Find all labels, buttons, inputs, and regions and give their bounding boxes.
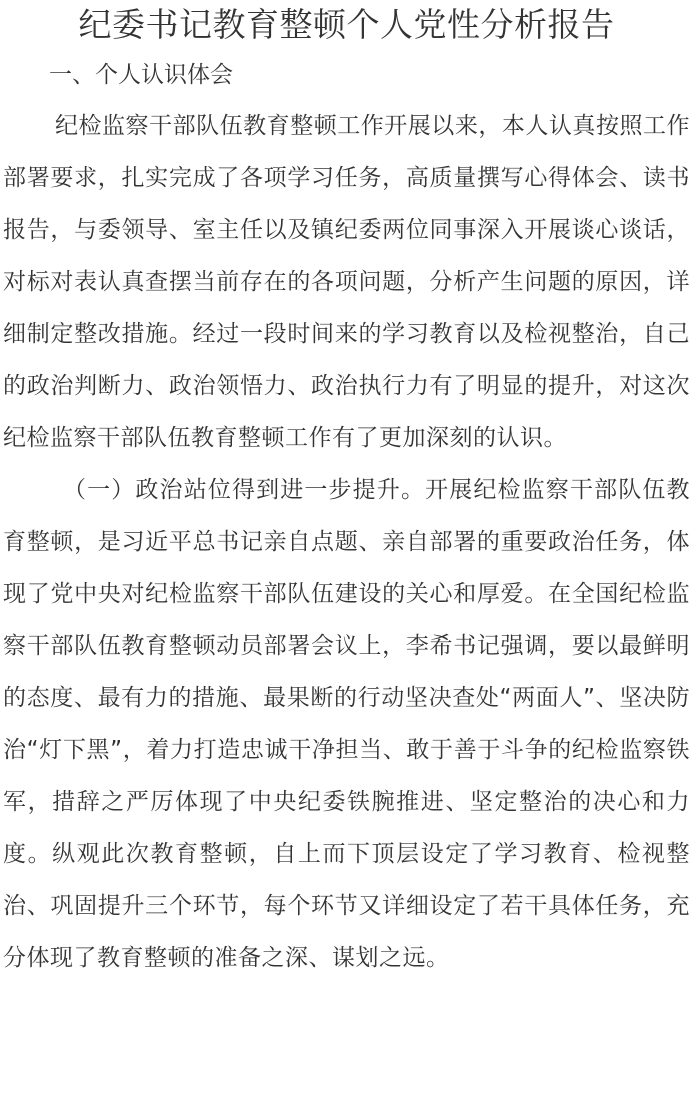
section-heading: 一、个人认识体会: [49, 62, 233, 88]
document-title: 纪委书记教育整顿个人党性分析报告: [78, 5, 615, 44]
body-paragraph-2: （一）政治站位得到进一步提升。开展纪检监察干部队伍教育整顿，是习近平总书记亲自点题、亲自部署的重要政治任务，体现了党中央对纪检监察干部队伍建设的关心和厚爱。在全国纪检监察干部队伍教育整顿动员部署会议上，李希书记强调，要以最鲜明的态度、最有力的措施、最果断的行动坚决查处“两面人”、坚决防治“灯下黑”，着力打造忠诚干净担当、敢于善于斗争的纪检监察铁军，措辞之严厉体现了中央纪委铁腕推进、坚定整治的决心和力度。纵观此次教育整顿，自上而下顶层设定了学习教育、检视整治、巩固提升三个环节，每个环节又详细设定了若干具体任务，充分体现了教育整顿的准备之深、谋划之远。: [3, 477, 690, 971]
body-paragraph-1: 纪检监察干部队伍教育整顿工作开展以来，本人认真按照工作部署要求，扎实完成了各项学习任务，高质量撰写心得体会、读书报告，与委领导、室主任以及镇纪委两位同事深入开展谈心谈话，对标对表认真查摆当前存在的各项问题，分析产生问题的原因，详细制定整改措施。经过一段时间来的学习教育以及检视整治，自己的政治判断力、政治领悟力、政治执行力有了明显的提升，对这次纪检监察干部队伍教育整顿工作有了更加深刻的认识。: [3, 113, 690, 451]
